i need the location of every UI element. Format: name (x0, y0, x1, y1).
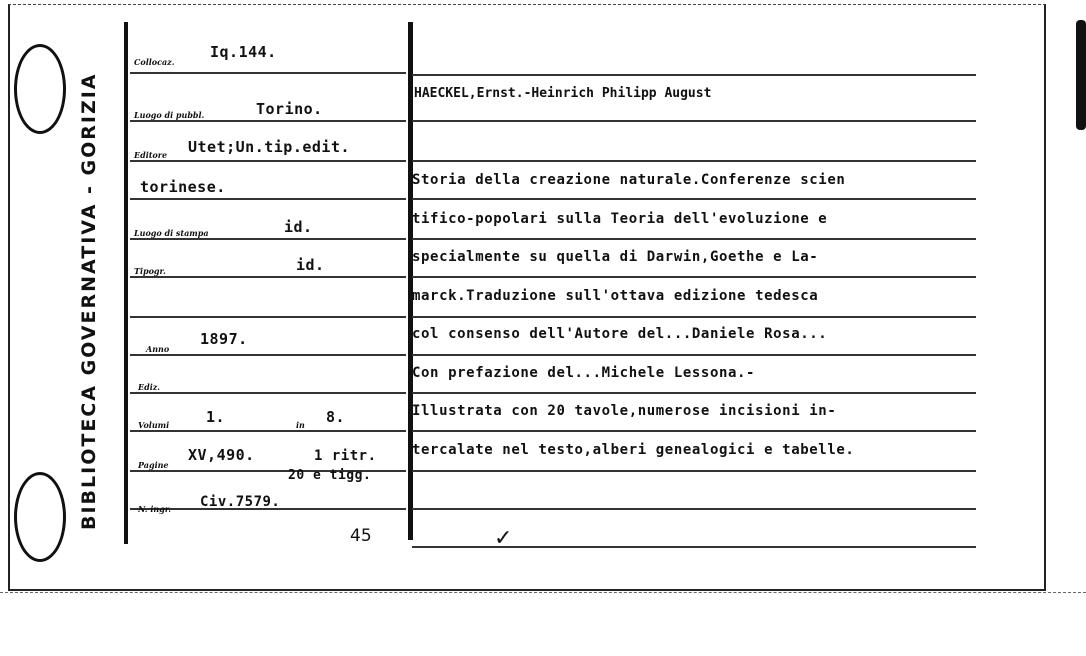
rule (412, 238, 976, 240)
rule (412, 276, 976, 278)
volumi-in-label: in (296, 420, 305, 430)
luogo-stampa-label: Luogo di stampa (134, 228, 209, 238)
rule (412, 354, 976, 356)
punch-hole-top (14, 44, 66, 134)
description-line: specialmente su quella di Darwin,Goethe e La- (412, 249, 819, 265)
rule (130, 392, 406, 394)
volumi-label: Volumi (138, 420, 170, 430)
pagine-label: Pagine (138, 460, 169, 470)
n-ingr-value: Civ.7579. (200, 494, 281, 510)
description-line: Con prefazione del...Michele Lessona.- (412, 364, 756, 381)
anno-label: Anno (146, 344, 170, 354)
left-margin-line (124, 22, 128, 544)
rule (412, 316, 976, 318)
collocazione-value: Iq.144. (210, 43, 277, 61)
rule (412, 198, 976, 200)
rule (412, 430, 976, 432)
rule (130, 316, 406, 318)
scan-edge-line (0, 592, 1086, 593)
rule (130, 354, 406, 356)
luogo-stampa-value: id. (284, 218, 313, 236)
rule (130, 276, 406, 278)
pagine-extra: 1 ritr. (314, 448, 377, 464)
rule (412, 508, 976, 510)
library-name: BIBLIOTECA GOVERNATIVA - GORIZIA (78, 72, 100, 530)
rule (130, 430, 406, 432)
rule (412, 392, 976, 394)
volumi-value: 1. (206, 408, 226, 426)
author-heading: HAECKEL,Ernst.-Heinrich Philipp August (414, 86, 712, 101)
tipogr-label: Tipogr. (134, 266, 166, 276)
luogo-pubbl-label: Luogo di pubbl. (134, 110, 205, 120)
pagine-value: XV,490. (188, 446, 255, 464)
tipogr-value: id. (296, 256, 325, 274)
description-line: tifico-popolari sulla Teoria dell'evoluzione e (412, 210, 828, 227)
column-divider (408, 22, 413, 540)
editore-value-cont: torinese. (140, 178, 226, 196)
collocazione-label: Collocaz. (134, 57, 175, 67)
rule (130, 72, 406, 74)
rule (130, 238, 406, 240)
rule (130, 120, 406, 122)
rule (412, 160, 976, 162)
description-line: Illustrata con 20 tavole,numerose incisioni in- (412, 403, 837, 419)
rule (412, 74, 976, 76)
editore-label: Editore (134, 150, 168, 160)
description-line: marck.Traduzione sull'ottava edizione tedesca (412, 287, 819, 304)
handwritten-number: 45 (350, 526, 372, 546)
volumi-in-value: 8. (326, 408, 346, 426)
rule (412, 120, 976, 122)
punch-hole-bottom (14, 472, 66, 562)
ediz-label: Ediz. (138, 382, 161, 392)
rule (412, 470, 976, 472)
description-line: tercalate nel testo,alberi genealogici e tabelle. (412, 441, 855, 458)
pagine-extra2: 20 e tigg. (288, 468, 372, 483)
scan-edge-mark (1076, 20, 1086, 130)
anno-value: 1897. (200, 330, 248, 348)
rule (130, 198, 406, 200)
description-line: Storia della creazione naturale.Conferenze scien (412, 172, 846, 188)
rule (130, 160, 406, 162)
luogo-pubbl-value: Torino. (256, 100, 323, 118)
description-line: col consenso dell'Autore del...Daniele Rosa... (412, 326, 828, 342)
n-ingr-label: N. ingr. (138, 504, 172, 514)
editore-value: Utet;Un.tip.edit. (188, 138, 351, 156)
handwritten-tick: ✓ (494, 526, 513, 551)
